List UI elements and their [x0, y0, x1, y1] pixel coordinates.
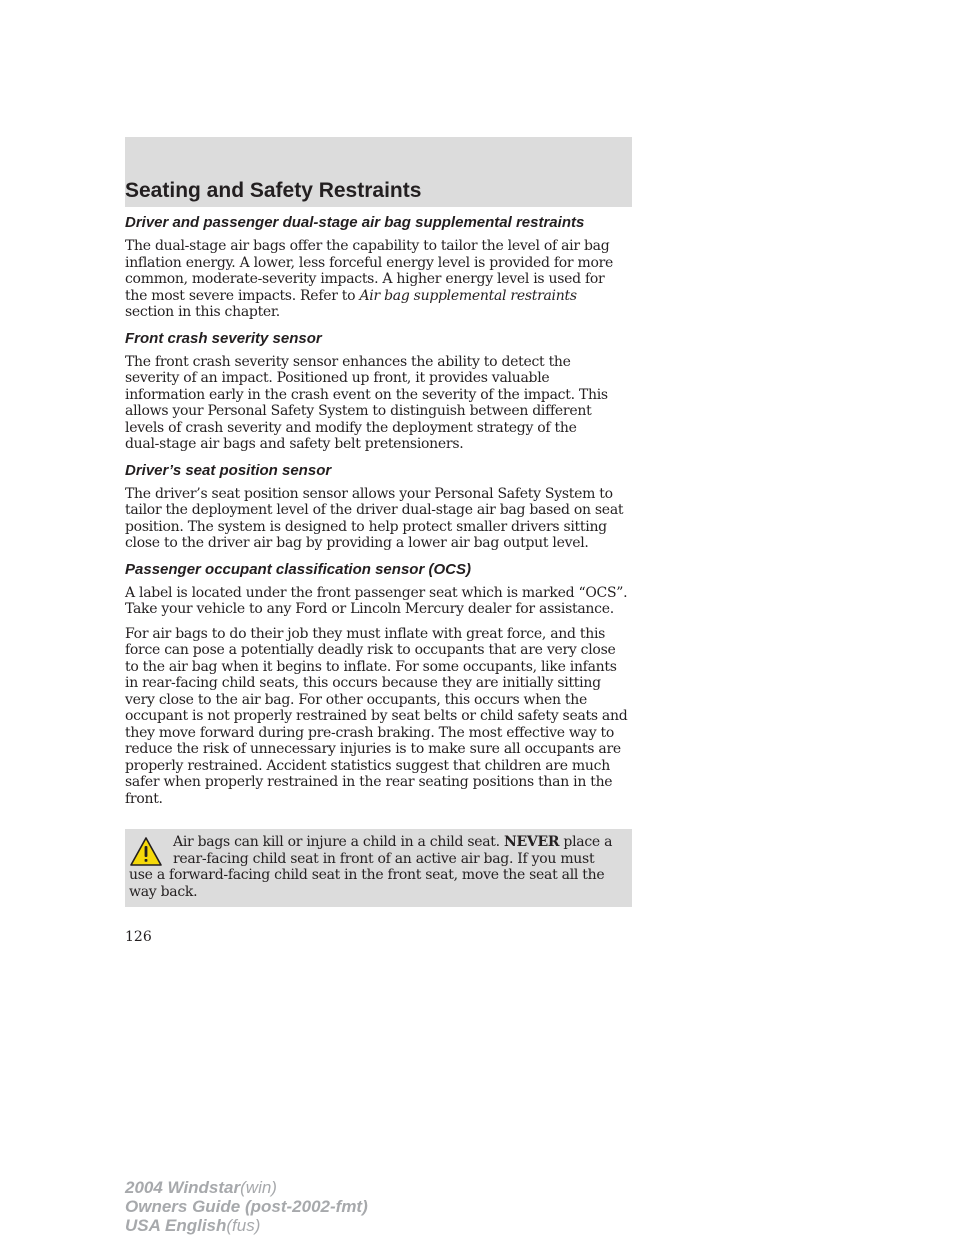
page-title: Seating and Safety Restraints: [125, 179, 422, 202]
footer-line: [125, 1216, 368, 1235]
page-number: 126: [125, 929, 152, 945]
document-footer: [125, 1178, 368, 1235]
paragraph-line: section in this chapter.: [125, 304, 280, 320]
refer-prefix: the most severe impacts. Refer to: [125, 287, 360, 304]
paragraph-line: front.: [125, 790, 163, 807]
paragraph-line: tailor the deployment level of the driver dual-stage air bag based on seat: [125, 502, 624, 518]
footer-model: 2004 Windstar: [125, 1178, 241, 1197]
warning-line: use a forward-facing child seat in the front seat, move the seat all the: [129, 867, 605, 883]
paragraph-line: dual-stage air bags and safety belt pretensioners.: [125, 436, 464, 452]
paragraph-line: [125, 288, 635, 305]
paragraph-line: severity of an impact. Positioned up front, it provides valuable: [125, 370, 550, 386]
warning-line: [129, 834, 629, 851]
section-heading-ocs: Passenger occupant classification sensor (OCS): [125, 560, 471, 578]
paragraph-line: reduce the risk of unnecessary injuries is to make sure all occupants are: [125, 741, 621, 757]
paragraph-line: The driver’s seat position sensor allows your Personal Safety System to: [125, 485, 613, 502]
paragraph-line: close to the driver air bag by providing a lower air bag output level.: [125, 535, 589, 551]
paragraph-line: in rear-facing child seats, this occurs because they are initially sitting: [125, 675, 601, 691]
warning-line-text: Air bags can kill or injure a child in a child seat.: [173, 834, 504, 850]
paragraph-line: they move forward during pre-crash braking. The most effective way to: [125, 724, 614, 741]
paragraph-line: safer when properly restrained in the rear seating positions than in the: [125, 774, 613, 790]
header-band: [125, 137, 632, 207]
warning-text: [129, 834, 629, 900]
paragraph-line: levels of crash severity and modify the deployment strategy of the: [125, 419, 577, 436]
footer-line: [125, 1197, 368, 1216]
main-content: [125, 213, 635, 807]
paragraph-line: very close to the air bag. For other occupants, this occurs when the: [125, 691, 587, 708]
paragraph-line: Take your vehicle to any Ford or Lincoln Mercury dealer for assistance.: [125, 601, 614, 617]
paragraph-line: inflation energy. A lower, less forceful energy level is provided for more: [125, 254, 614, 271]
footer-language: USA English: [125, 1216, 227, 1235]
section-heading-seat-position-sensor: Driver’s seat position sensor: [125, 461, 332, 479]
warning-line: way back.: [129, 883, 198, 900]
paragraph-line: For air bags to do their job they must inflate with great force, and this: [125, 625, 606, 642]
warning-line: rear-facing child seat in front of an active air bag. If you must: [173, 850, 595, 867]
section-heading-dual-stage: Driver and passenger dual-stage air bag supplemental restraints: [125, 214, 585, 231]
paragraph-line: The dual-stage air bags offer the capability to tailor the level of air bag: [125, 238, 610, 254]
warning-emphasis: NEVER: [504, 834, 560, 850]
paragraph-line: allows your Personal Safety System to distinguish between different: [125, 403, 592, 419]
paragraph-line: to the air bag when it begins to inflate. For some occupants, like infants: [125, 658, 617, 675]
cross-reference: Air bag supplemental restraints: [359, 287, 577, 304]
footer-line: [125, 1178, 368, 1197]
paragraph-line: position. The system is designed to help protect smaller drivers sitting: [125, 518, 607, 535]
paragraph-line: occupant is not properly restrained by seat belts or child safety seats and: [125, 708, 628, 724]
section-heading-front-crash-sensor: Front crash severity sensor: [125, 329, 322, 347]
paragraph-line: information early in the crash event on the severity of the impact. This: [125, 386, 608, 403]
footer-model-code: (win): [240, 1178, 277, 1197]
paragraph-line: common, moderate-severity impacts. A higher energy level is used for: [125, 271, 605, 287]
footer-guide: Owners Guide (post-2002-fmt): [125, 1197, 368, 1216]
paragraph-line: A label is located under the front passenger seat which is marked “OCS”.: [125, 584, 628, 601]
paragraph-line: The front crash severity sensor enhances the ability to detect the: [125, 353, 571, 370]
paragraph-line: properly restrained. Accident statistics suggest that children are much: [125, 757, 610, 774]
paragraph-line: force can pose a potentially deadly risk to occupants that are very close: [125, 642, 616, 658]
footer-language-code: (fus): [226, 1216, 261, 1235]
warning-line-text: place a: [559, 834, 613, 850]
